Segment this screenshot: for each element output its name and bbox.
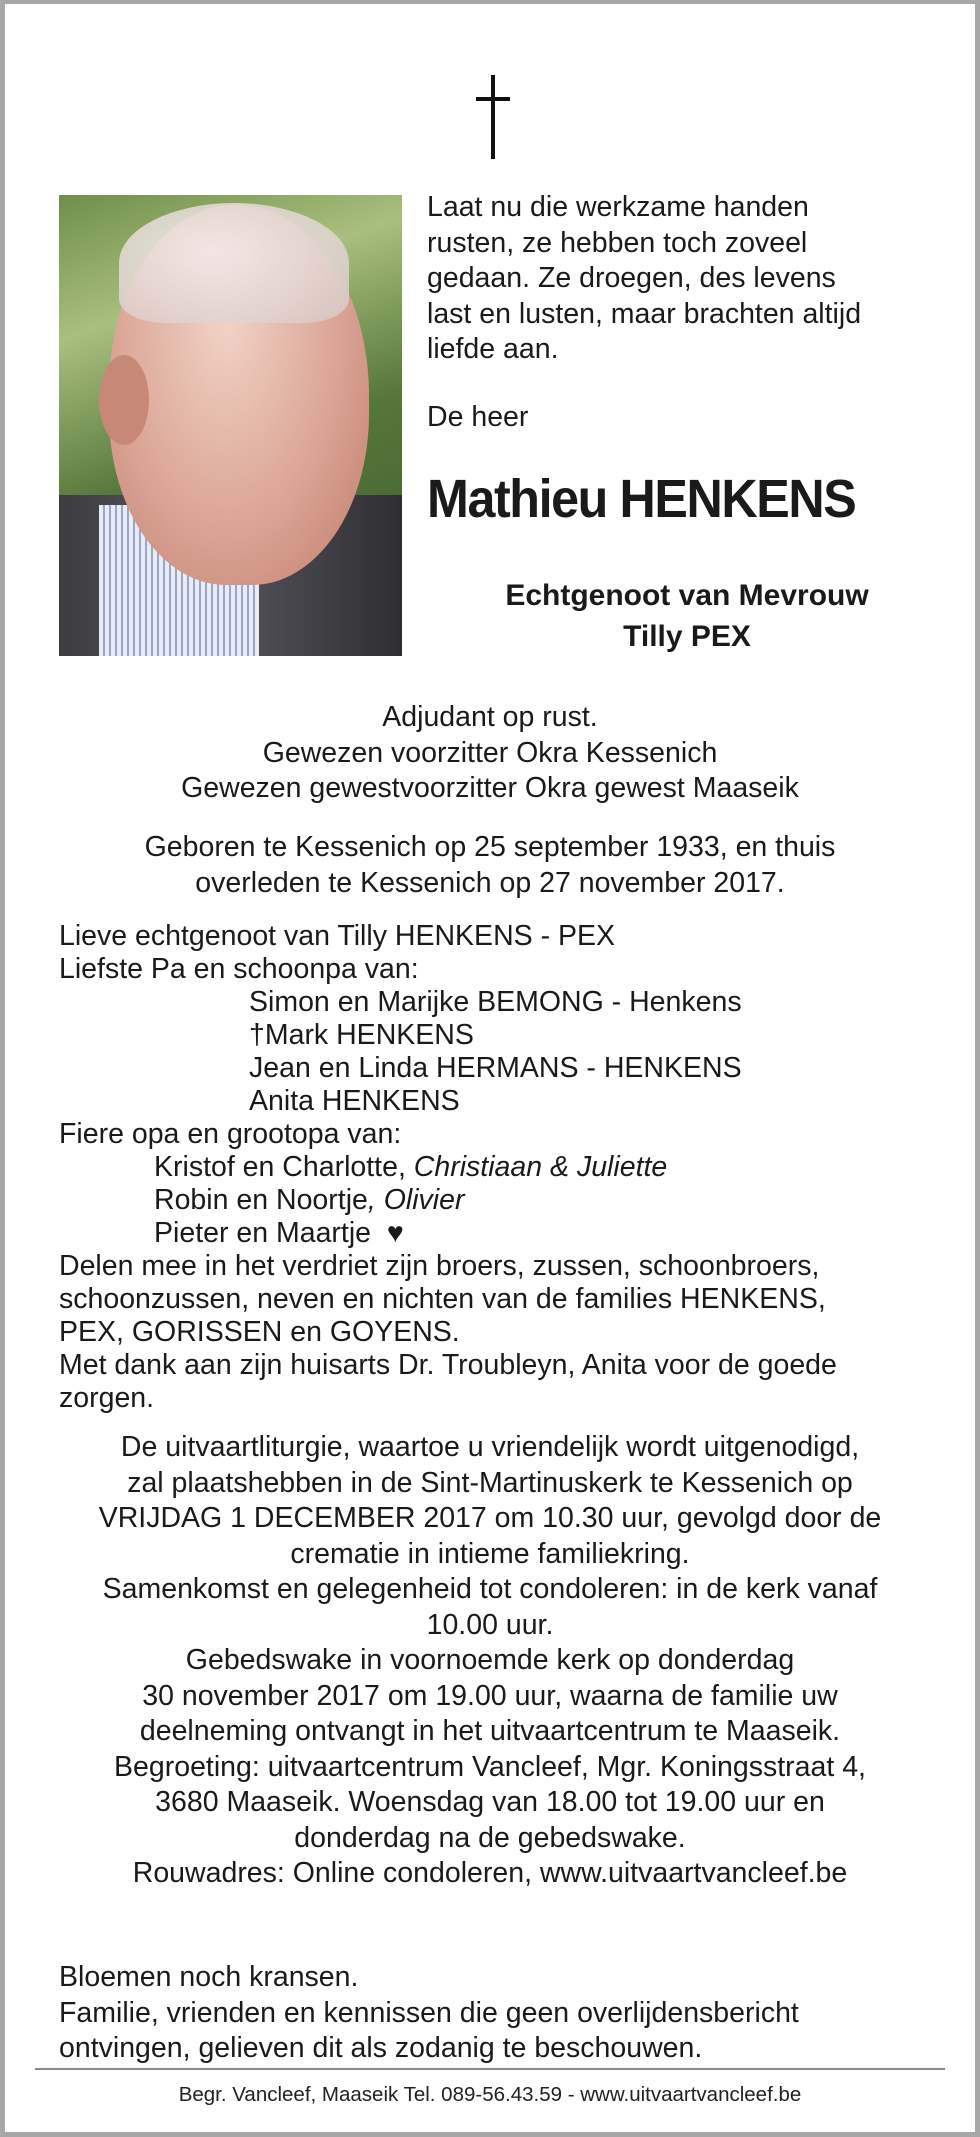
child: Jean en Linda HERMANS - HENKENS [249, 1052, 742, 1084]
grandchild [59, 1184, 959, 1217]
funeral-line: Rouwadres: Online condoleren, www.uitvaartvancleef.be [132, 1857, 848, 1889]
funeral-details [40, 1430, 940, 1892]
verse-line: rusten, ze hebben toch zoveel [427, 226, 808, 259]
child: Anita HENKENS [249, 1085, 460, 1117]
titles [40, 700, 940, 807]
others-line: Met dank aan zijn huisarts Dr. Troubleyn, Anita voor de goede [59, 1349, 837, 1381]
deceased-name: Mathieu HENKENS [427, 469, 856, 529]
funeral-line: crematie in intieme familiekring. [290, 1537, 690, 1570]
spouse-line: Tilly PEX [623, 620, 751, 653]
footer-undertaker: Begr. Vancleef, Maaseik Tel. 089-56.43.59 - www.uitvaartvancleef.be [178, 2083, 802, 2106]
others-line: zorgen. [59, 1382, 155, 1414]
funeral-line: 3680 Maaseik. Woensdag van 18.00 tot 19.00 uur en [155, 1786, 825, 1818]
grandchild-parents: Robin en Noortje [154, 1184, 368, 1216]
birth-death-line: overleden te Kessenich op 27 november 2017. [195, 866, 785, 899]
funeral-line: donderdag na de gebedswake. [294, 1821, 686, 1854]
closing-line: Familie, vrienden en kennissen die geen overlijdensbericht [59, 1996, 799, 2029]
great-grandchildren: , Olivier [367, 1184, 465, 1216]
verse-line: last en lusten, maar brachten altijd [427, 297, 862, 330]
funeral-line: zal plaatshebben in de Sint-Martinuskerk te Kessenich op [127, 1466, 853, 1499]
grandchild-parents: Pieter en Maartje [154, 1217, 387, 1249]
closing [59, 1960, 959, 2067]
verse-line: liefde aan. [427, 333, 559, 365]
others-line: PEX, GORISSEN en GOYENS. [59, 1316, 460, 1348]
closing-line: ontvingen, gelieven dit als zodanig te beschouwen. [59, 2032, 703, 2064]
others-line: schoonzussen, neven en nichten van de families HENKENS, [59, 1283, 826, 1315]
title-line: Gewezen gewestvoorzitter Okra gewest Maaseik [181, 772, 799, 804]
funeral-line: 30 november 2017 om 19.00 uur, waarna de familie uw [142, 1679, 838, 1712]
funeral-line: De uitvaartliturgie, waartoe u vriendelijk wordt uitgenodigd, [120, 1431, 860, 1463]
verse-line: Laat nu die werkzame handen [427, 191, 809, 223]
funeral-line: Samenkomst en gelegenheid tot condoleren: in de kerk vanaf [102, 1573, 878, 1605]
funeral-line: VRIJDAG 1 DECEMBER 2017 om 10.30 uur, gevolgd door de [98, 1502, 882, 1534]
children-intro: Liefste Pa en schoonpa van: [59, 953, 419, 985]
cross-icon [476, 75, 510, 159]
spouse-info [427, 575, 947, 657]
birth-death-line: Geboren te Kessenich op 25 september 1933, en thuis [144, 831, 836, 863]
funeral-line: deelneming ontvangt in het uitvaartcentrum te Maaseik. [139, 1715, 841, 1747]
heart-icon: ♥ [386, 1217, 404, 1249]
spouse-line: Echtgenoot van Mevrouw [505, 579, 869, 612]
title-line: Gewezen voorzitter Okra Kessenich [262, 736, 718, 769]
verse-line: gedaan. Ze droegen, des levens [427, 262, 836, 294]
funeral-line: Gebedswake in voornoemde kerk op donderdag [185, 1644, 795, 1676]
birth-death [40, 830, 940, 901]
others-line: Delen mee in het verdriet zijn broers, zussen, schoonbroers, [59, 1250, 820, 1282]
spouse-relation: Lieve echtgenoot van Tilly HENKENS - PEX [59, 920, 616, 952]
family-section [59, 920, 959, 1415]
grandchildren-intro: Fiere opa en grootopa van: [59, 1118, 402, 1150]
closing-line: Bloemen noch kransen. [59, 1961, 359, 1993]
funeral-line: 10.00 uur. [426, 1608, 554, 1641]
grandchild [59, 1217, 959, 1250]
portrait-photo [59, 195, 402, 656]
great-grandchildren: Christiaan & Juliette [413, 1151, 668, 1183]
verse [427, 190, 861, 368]
grandchild [59, 1151, 959, 1184]
child: †Mark HENKENS [249, 1019, 474, 1051]
grandchild-parents: Kristof en Charlotte, [154, 1151, 414, 1183]
title-line: Adjudant op rust. [382, 701, 598, 733]
divider [35, 2068, 945, 2070]
child: Simon en Marijke BEMONG - Henkens [249, 986, 742, 1018]
funeral-line: Begroeting: uitvaartcentrum Vancleef, Mgr. Koningsstraat 4, [114, 1750, 866, 1783]
salutation: De heer [427, 401, 529, 433]
